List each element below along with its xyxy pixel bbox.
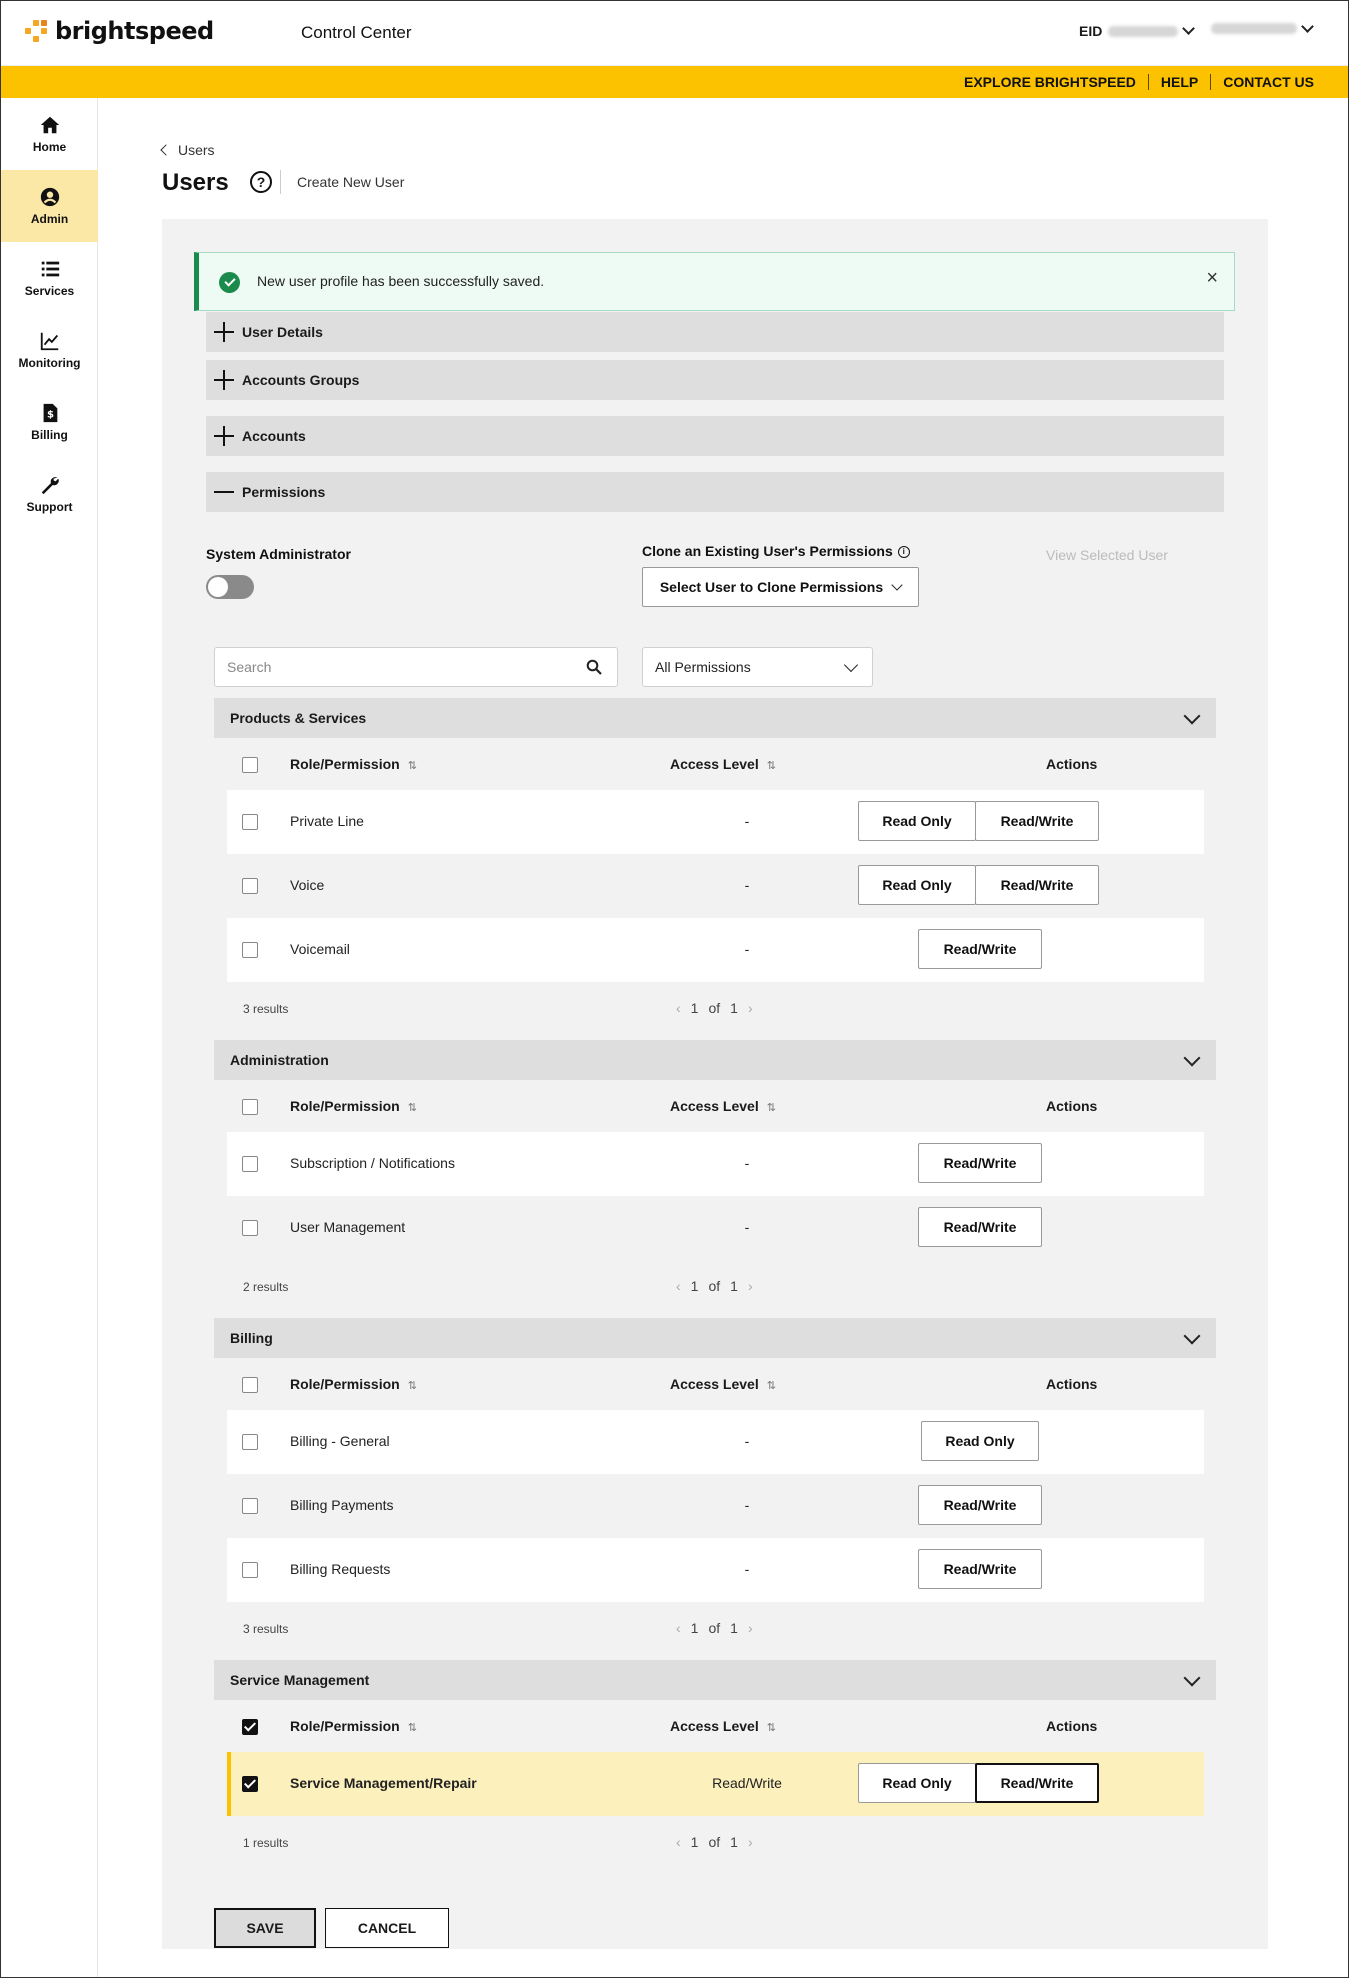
permission-rows (227, 1410, 1204, 1602)
row-checkbox[interactable] (242, 1776, 258, 1792)
sidebar-item-label: Services (24, 284, 75, 298)
access-level: - (744, 1433, 750, 1449)
accordion-permissions[interactable] (206, 472, 1224, 512)
search-icon[interactable] (586, 659, 602, 675)
chevron-right-icon[interactable]: › (747, 1834, 753, 1850)
top-bar (1, 1, 1348, 66)
accordion-label: Accounts Groups (242, 372, 360, 388)
close-icon[interactable]: × (1206, 267, 1218, 289)
accordion-label: Accounts (242, 428, 306, 444)
page-total: 1 (730, 1620, 738, 1636)
pagination (676, 1620, 753, 1636)
table-header (214, 1358, 1216, 1410)
sort-icon[interactable]: ⇅ (407, 1380, 417, 1392)
table-header (214, 1700, 1216, 1752)
clone-select-value: Select User to Clone Permissions (659, 579, 884, 595)
column-role-label: Role/Permission (290, 1376, 400, 1392)
chevron-down-icon (1184, 707, 1201, 724)
group-header[interactable] (214, 1318, 1216, 1358)
row-checkbox[interactable] (242, 1498, 258, 1514)
read-write-button[interactable]: Read/Write (975, 865, 1099, 905)
system-admin-toggle[interactable] (206, 575, 254, 599)
sort-icon[interactable]: ⇅ (407, 760, 417, 772)
pagination (676, 1834, 753, 1850)
sidebar-item-admin[interactable] (1, 170, 98, 242)
column-role (290, 1098, 417, 1114)
read-write-button[interactable]: Read/Write (918, 1207, 1042, 1247)
logo-wordmark: brightspeed (55, 17, 214, 45)
table-row (227, 1538, 1204, 1602)
chevron-down-icon (1182, 22, 1195, 35)
access-level: - (744, 941, 750, 957)
view-selected-user-link[interactable]: View Selected User (1046, 547, 1168, 563)
sidebar-item-label: Support (26, 500, 73, 514)
permission-name: Billing Payments (290, 1497, 394, 1513)
page-current: 1 (690, 1834, 699, 1850)
chevron-down-icon (1301, 20, 1314, 33)
chevron-right-icon[interactable]: › (747, 1278, 753, 1294)
divider (280, 170, 281, 194)
sidebar-item-home[interactable] (1, 98, 98, 170)
clone-permissions-label (642, 543, 910, 559)
column-access (670, 1376, 776, 1392)
plus-icon (214, 322, 234, 342)
access-level: - (744, 877, 750, 893)
permission-rows (227, 790, 1204, 982)
row-actions (882, 1763, 1204, 1805)
chevron-down-icon (891, 579, 902, 590)
permission-name: Billing - General (290, 1433, 390, 1449)
create-new-user-link[interactable]: Create New User (297, 174, 405, 190)
read-write-button[interactable]: Read/Write (918, 1549, 1042, 1589)
sidebar-item-services[interactable] (1, 242, 98, 314)
page-of: of (708, 1278, 721, 1294)
sidebar-item-label: Admin (30, 212, 69, 226)
row-actions (931, 929, 1204, 971)
column-role-label: Role/Permission (290, 756, 400, 772)
permission-group-service-management (214, 1660, 1216, 1872)
select-all-checkbox[interactable] (242, 1099, 258, 1115)
column-role (290, 1376, 417, 1392)
page-total: 1 (730, 1000, 738, 1016)
column-access (670, 1718, 776, 1734)
sidebar-item-monitoring[interactable] (1, 314, 98, 386)
read-write-button[interactable]: Read/Write (918, 1485, 1042, 1525)
permission-rows (227, 1752, 1204, 1816)
table-row (227, 854, 1204, 918)
sidebar-item-label: Monitoring (18, 356, 81, 370)
plus-icon (214, 426, 234, 446)
group-title: Billing (230, 1330, 273, 1346)
user-menu[interactable] (1211, 23, 1312, 34)
row-checkbox[interactable] (242, 814, 258, 830)
row-checkbox[interactable] (242, 1220, 258, 1236)
save-button[interactable]: SAVE (214, 1908, 316, 1948)
filter-value: All Permissions (655, 659, 751, 675)
home-icon (39, 114, 61, 136)
user-form-panel (162, 219, 1268, 1949)
user-circle-icon (39, 186, 61, 208)
select-all-checkbox[interactable] (242, 757, 258, 773)
app-title: Control Center (301, 23, 412, 42)
svg-text:$: $ (46, 409, 54, 421)
row-actions (882, 801, 1204, 843)
chevron-left-icon (160, 144, 171, 155)
chevron-left-icon[interactable]: ‹ (676, 1000, 681, 1016)
permission-filter-select[interactable] (642, 647, 873, 687)
column-actions: Actions (1046, 1718, 1098, 1734)
column-actions: Actions (1046, 1376, 1098, 1392)
chart-icon (39, 330, 61, 352)
cancel-button[interactable]: CANCEL (325, 1908, 449, 1948)
brightspeed-logo[interactable] (25, 17, 214, 45)
page-current: 1 (690, 1278, 699, 1294)
pagination (676, 1000, 753, 1016)
row-checkbox[interactable] (242, 1562, 258, 1578)
row-checkbox[interactable] (242, 1434, 258, 1450)
breadcrumb-users-link[interactable]: Users (178, 142, 215, 158)
column-access-label: Access Level (670, 1718, 759, 1734)
column-role (290, 1718, 417, 1734)
table-header (214, 738, 1216, 790)
eid-selector[interactable] (1079, 23, 1193, 39)
page-total: 1 (730, 1278, 738, 1294)
page-total: 1 (730, 1834, 738, 1850)
logo-mark-icon (25, 20, 47, 42)
check-circle-icon (219, 272, 240, 293)
utility-nav (1, 66, 1348, 98)
table-row (227, 790, 1204, 854)
row-actions (931, 1485, 1204, 1527)
column-access-label: Access Level (670, 1098, 759, 1114)
main-content (98, 98, 1349, 1978)
row-checkbox[interactable] (242, 878, 258, 894)
explore-brightspeed-link[interactable]: EXPLORE BRIGHTSPEED (964, 74, 1136, 90)
column-role-label: Role/Permission (290, 1098, 400, 1114)
table-row (227, 1474, 1204, 1538)
column-access-label: Access Level (670, 1376, 759, 1392)
sidebar (1, 98, 98, 1978)
chevron-right-icon[interactable]: › (747, 1000, 753, 1016)
chevron-down-icon (1184, 1049, 1201, 1066)
column-access-label: Access Level (670, 756, 759, 772)
page-current: 1 (690, 1000, 699, 1016)
column-role (290, 756, 417, 772)
page-of: of (708, 1000, 721, 1016)
table-row (227, 1132, 1204, 1196)
group-header[interactable] (214, 698, 1216, 738)
results-count: 3 results (243, 1002, 289, 1016)
accordion-user-details[interactable] (206, 312, 1224, 352)
column-actions: Actions (1046, 1098, 1098, 1114)
eid-label: EID (1079, 23, 1103, 39)
results-count: 1 results (243, 1836, 289, 1850)
permission-group-products-services (214, 698, 1216, 1038)
table-row (227, 1410, 1204, 1474)
breadcrumb[interactable] (162, 142, 215, 158)
read-only-button[interactable]: Read Only (858, 865, 976, 905)
table-row (227, 1196, 1204, 1260)
read-only-button[interactable]: Read Only (921, 1421, 1039, 1461)
sort-icon[interactable]: ⇅ (766, 1380, 776, 1392)
alert-message: New user profile has been successfully saved. (257, 273, 545, 289)
access-level: Read/Write (712, 1775, 782, 1791)
read-only-button[interactable]: Read Only (858, 1763, 976, 1803)
page-of: of (708, 1834, 721, 1850)
toggle-knob (208, 577, 228, 597)
plus-icon (214, 370, 234, 390)
column-role-label: Role/Permission (290, 1718, 400, 1734)
success-alert (194, 252, 1235, 311)
table-footer (214, 1602, 1216, 1658)
permission-group-billing (214, 1318, 1216, 1658)
permission-group-administration (214, 1040, 1216, 1316)
access-level: - (744, 1155, 750, 1171)
permission-name: Voice (290, 877, 325, 893)
page-current: 1 (690, 1620, 699, 1636)
chevron-left-icon[interactable]: ‹ (676, 1278, 681, 1294)
permission-name: Private Line (290, 813, 364, 829)
system-admin-label: System Administrator (206, 546, 351, 562)
permission-name: Service Management/Repair (290, 1775, 477, 1791)
table-footer (214, 1260, 1216, 1316)
pagination (676, 1278, 753, 1294)
sidebar-item-label: Billing (31, 428, 68, 442)
column-access (670, 756, 776, 772)
sort-icon[interactable]: ⇅ (766, 760, 776, 772)
access-level: - (744, 1561, 750, 1577)
read-write-button[interactable]: Read/Write (918, 929, 1042, 969)
group-title: Service Management (230, 1672, 370, 1688)
row-actions (931, 1143, 1204, 1185)
sort-icon[interactable]: ⇅ (766, 1102, 776, 1114)
permission-name: User Management (290, 1219, 406, 1235)
row-actions (931, 1421, 1204, 1463)
minus-icon (214, 482, 234, 502)
sort-icon[interactable]: ⇅ (407, 1102, 417, 1114)
chevron-down-icon (1184, 1669, 1201, 1686)
list-icon (39, 258, 61, 280)
access-level: - (744, 813, 750, 829)
wrench-icon (39, 474, 61, 496)
permission-name: Voicemail (290, 941, 350, 957)
invoice-icon (39, 402, 61, 424)
group-header[interactable] (214, 1040, 1216, 1080)
permission-rows (227, 1132, 1204, 1260)
table-row (227, 918, 1204, 982)
access-level: - (744, 1219, 750, 1235)
page-of: of (708, 1620, 721, 1636)
sidebar-item-billing[interactable] (1, 386, 98, 458)
chevron-down-icon (1184, 1327, 1201, 1344)
group-title: Administration (230, 1052, 329, 1068)
row-actions (882, 865, 1204, 907)
sidebar-item-support[interactable] (1, 458, 98, 530)
permission-search-input[interactable] (214, 647, 618, 687)
group-header[interactable] (214, 1660, 1216, 1700)
accordion-accounts-groups[interactable] (206, 360, 1224, 400)
username-redacted (1211, 23, 1297, 34)
access-level: - (744, 1497, 750, 1513)
help-link[interactable]: HELP (1148, 74, 1210, 90)
sort-icon[interactable]: ⇅ (407, 1722, 417, 1734)
eid-value-redacted (1108, 26, 1178, 37)
row-checkbox[interactable] (242, 1156, 258, 1172)
clone-user-select[interactable] (642, 567, 919, 607)
contact-us-link[interactable]: CONTACT US (1210, 74, 1326, 90)
info-icon[interactable]: i (898, 546, 910, 558)
read-only-button[interactable]: Read Only (858, 801, 976, 841)
read-write-button[interactable]: Read/Write (975, 801, 1099, 841)
results-count: 3 results (243, 1622, 289, 1636)
accordion-accounts[interactable] (206, 416, 1224, 456)
chevron-down-icon (844, 657, 858, 671)
results-count: 2 results (243, 1280, 289, 1294)
column-actions: Actions (1046, 756, 1098, 772)
read-write-button[interactable]: Read/Write (975, 1763, 1099, 1803)
clone-permissions-text: Clone an Existing User's Permissions (642, 543, 893, 559)
group-title: Products & Services (230, 710, 367, 726)
table-footer (214, 982, 1216, 1038)
row-checkbox[interactable] (242, 942, 258, 958)
table-footer (214, 1816, 1216, 1872)
sidebar-item-label: Home (32, 140, 67, 154)
read-write-button[interactable]: Read/Write (918, 1143, 1042, 1183)
select-all-checkbox[interactable] (242, 1719, 258, 1735)
chevron-right-icon[interactable]: › (747, 1620, 753, 1636)
accordion-label: Permissions (242, 484, 326, 500)
table-header (214, 1080, 1216, 1132)
chevron-left-icon[interactable]: ‹ (676, 1834, 681, 1850)
select-all-checkbox[interactable] (242, 1377, 258, 1393)
row-actions (931, 1207, 1204, 1249)
help-icon[interactable]: ? (250, 171, 272, 193)
permission-name: Subscription / Notifications (290, 1155, 455, 1171)
accordion-label: User Details (242, 324, 323, 340)
sort-icon[interactable]: ⇅ (766, 1722, 776, 1734)
page-title: Users (162, 169, 229, 196)
column-access (670, 1098, 776, 1114)
row-actions (931, 1549, 1204, 1591)
table-row-selected (227, 1752, 1204, 1816)
chevron-left-icon[interactable]: ‹ (676, 1620, 681, 1636)
permission-name: Billing Requests (290, 1561, 391, 1577)
